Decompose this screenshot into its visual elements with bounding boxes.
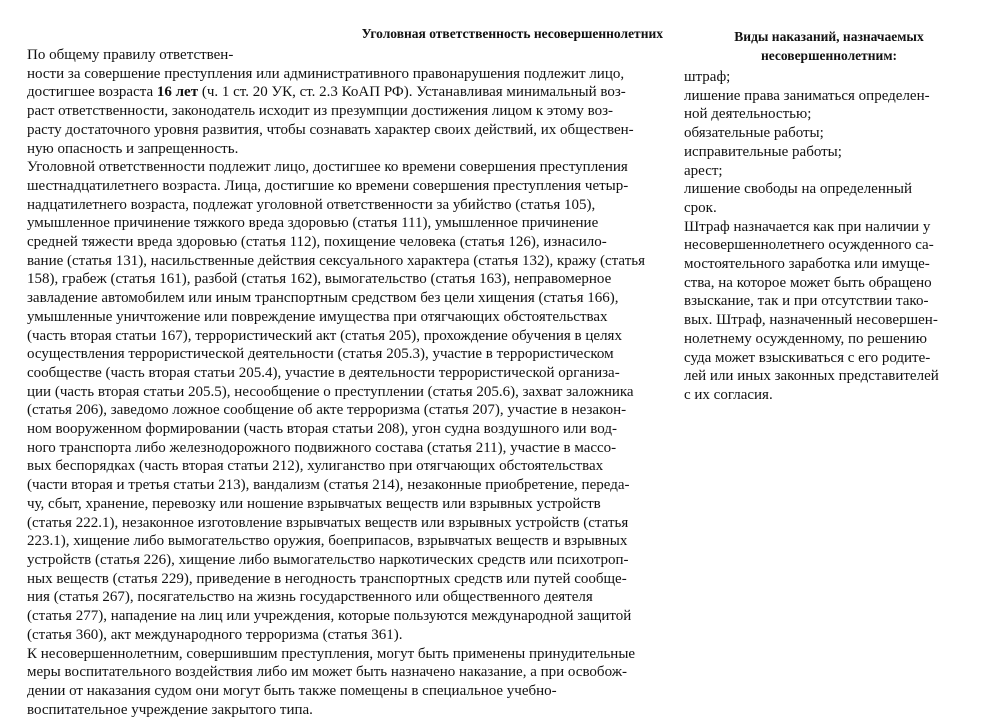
- list-item: арест;: [684, 162, 974, 181]
- list-item: лишение свободы на определенный срок.: [684, 180, 974, 217]
- list-item: обязательные работы;: [684, 124, 974, 143]
- age-16-highlight: 16 лет: [157, 84, 198, 100]
- list-item: лишение права заниматься определен- ной деятельностью;: [684, 87, 974, 124]
- paragraph-criminal-liability: Уголовной ответственности подлежит лицо, достигшее ко времени совершения преступления шестнадцатилетнего возраста. Лица, достигшие ко времени совершения преступления четыр- надцатилетнего возраста, подлежат уголовной ответственности за убийство (статья 105), умышленное причинение тяжкого вреда здоровью (статья 111), умышленное причинение средней тяжести вреда здоровью (статья 112), похищение человека (статья 126), изнасило- вание (статья 131), насильственные действия сексуального характера (статья 132), кражу (статья 158), грабеж (статья 161), разбой (статья 162), вымогательство (статья 163), неправомерное завладение автомобилем или иным транспортным средством без цели хищения (статья 166), умышленные уничтожение или повреждение имущества при отягчающих обстоятельствах (часть вторая статьи 167), террористический акт (статья 205), прохождение обучения в целях осуществления террористической деятельности (статья 205.3), участие в террористическом сообществе (часть вторая статьи 205.4), участие в деятельности террористической организа- ции (часть вторая статьи 205.5), несообщение о преступлении (статья 205.6), захват заложника (статья 206), заведомо ложное сообщение об акте терроризма (статья 207), участие в незакон- ном вооруженном формировании (часть вторая статьи 208), угон судна воздушного или вод- ного транспорта либо железнодорожного подвижного состава (статья 211), участие в массо- вых беспорядках (часть вторая статьи 212), хулиганство при отягчающих обстоятельствах (части вторая и третья статьи 213), вандализм (статья 214), незаконные приобретение, переда- чу, сбыт, хранение, перевозку или ношение взрывчатых веществ или взрывных устройств (статья 222.1), незаконное изготовление взрывчатых веществ или взрывных устройств (статья 223.1), хищение либо вымогательство оружия, боеприпасов, взрывчатых веществ и взрывных устройств (статья 226), хищение либо вымогательство наркотических средств или психотроп- ных веществ (статья 229), приведение в негодность транспортных средств или путей сообще- ния (статья 267), посягательство на жизнь государственного или общественного деятеля (статья 277), нападение на лиц или учреждения, которые пользуются международной защитой (статья 360), акт международного терроризма (статья 361).: [27, 158, 675, 644]
- list-item: исправительные работы;: [684, 143, 974, 162]
- main-article: [27, 24, 675, 719]
- punishments-list: [684, 68, 974, 218]
- paragraph-general-rule-start: По общему правилу ответствен- ности за совершение преступления или административного правонарушения подлежит лицо, достигшее возраста: [27, 47, 624, 100]
- article-title: Уголовная ответственность несовершеннолетних: [27, 24, 675, 43]
- paragraph-fine: Штраф назначается как при наличии у несовершеннолетнего осужденного са- мостоятельного заработка или имуще- ства, на которое может быть обращено взыскание, так и при отсутствии тако- вых. Штраф, назначенный несовершен- нолетнему осужденному, по решению суда может взыскиваться с его родите- лей или иных законных представителей с их согласия.: [684, 218, 974, 405]
- sidebar-punishments: [684, 24, 974, 405]
- paragraph-educational-measures: К несовершеннолетним, совершившим преступления, могут быть применены принудительные меры воспитательного воздействия либо им может быть назначено наказание, а при освобож- дении от наказания судом они могут быть также помещены в специальное учебно- воспитательное учреждение закрытого типа.: [27, 645, 675, 719]
- paragraph-general-rule-end: (ч. 1 ст. 20 УК, ст. 2.3 КоАП РФ). Устанавливая минимальный воз- раст ответственности, законодатель исходит из презумпции достижения лицом к этому воз- расту достаточного уровня развития, чтобы сознавать характер своих действий, их обществен- ную опасность и запрещенность.: [27, 84, 634, 156]
- punishments-title: Виды наказаний, назначаемых несовершеннолетним:: [684, 27, 974, 65]
- paragraph-general-rule: [27, 46, 675, 158]
- list-item: штраф;: [684, 68, 974, 87]
